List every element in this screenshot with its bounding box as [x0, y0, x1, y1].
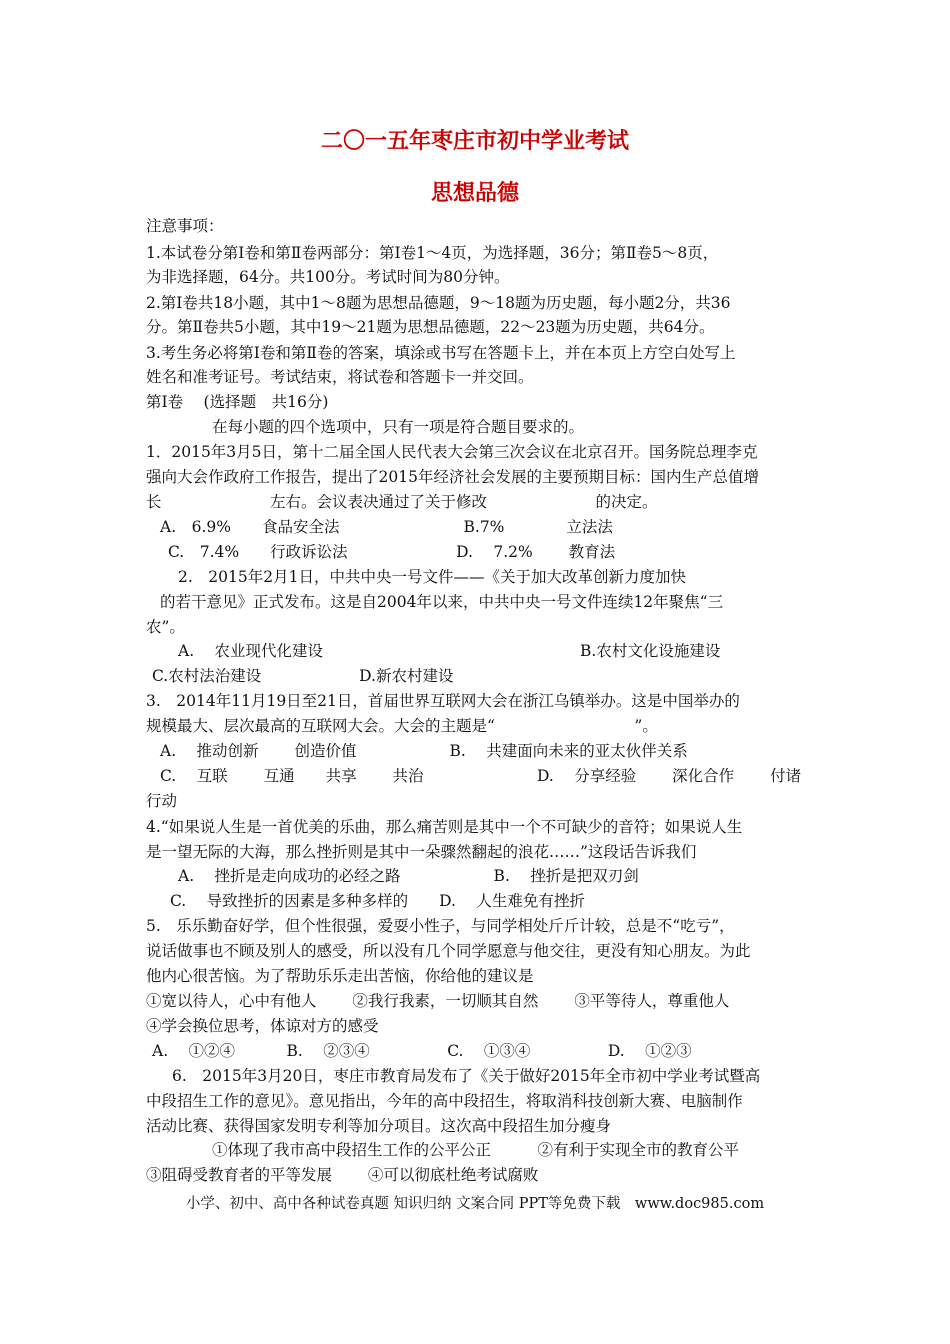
notes-line: 姓名和准考证号。考试结束，将试卷和答题卡一并交回。 — [146, 368, 534, 386]
notes-heading: 注意事项： — [146, 217, 224, 235]
question-6-text: 6. 2015年3月20日，枣庄市教育局发布了《关于做好2015年全市初中学业考试暨高 — [172, 1067, 761, 1085]
question-3-text: 规模最大、层次最高的互联网大会。大会的主题是“ ”。 — [146, 717, 658, 735]
question-2-text: 2. 2015年2月1日，中共中央一号文件——《关于加大改革创新力度加快 — [178, 568, 686, 586]
question-1-text: 长 左右。会议表决通过了关于修改 的决定。 — [146, 493, 658, 511]
question-2-options: C.农村法治建设 D.新农村建设 — [152, 667, 454, 685]
question-2-text: 的若干意见》正式发布。这是自2004年以来，中共中央一号文件连续12年聚焦“三 — [160, 593, 724, 611]
question-5-statements: ④学会换位思考，体谅对方的感受 — [146, 1017, 379, 1035]
notes-line: 分。第Ⅱ卷共5小题，其中19～21题为思想品德题，22～23题为历史题，共64分。 — [146, 318, 715, 336]
question-4-text: 是一望无际的大海，那么挫折则是其中一朵骤然翻起的浪花……”这段话告诉我们 — [146, 843, 697, 861]
notes-line: 3.考生务必将第Ⅰ卷和第Ⅱ卷的答案，填涂或书写在答题卡上，并在本页上方空白处写上 — [146, 344, 736, 362]
question-5-text: 说话做事也不顾及别人的感受，所以没有几个同学愿意与他交往，更没有知心朋友。为此 — [146, 942, 751, 960]
question-4-options: C. 导致挫折的因素是多种多样的 D. 人生难免有挫折 — [170, 892, 585, 910]
question-3-text: 3. 2014年11月19日至21日，首届世界互联网大会在浙江乌镇举办。这是中国举办的 — [146, 692, 740, 710]
subject-title: 思想品德 — [430, 181, 519, 206]
section-instruction: 在每小题的四个选项中，只有一项是符合题目要求的。 — [212, 418, 585, 436]
question-6-text: 活动比赛、获得国家发明专利等加分项目。这次高中段招生加分瘦身 — [146, 1117, 612, 1135]
question-5-text: 5. 乐乐勤奋好学，但个性很强，爱耍小性子，与同学相处斤斤计较，总是不“吃亏”， — [146, 917, 735, 935]
section-title: 第Ⅰ卷 (选择题 共16分) — [146, 393, 329, 411]
question-4-text: 4.“如果说人生是一首优美的乐曲，那么痛苦则是其中一个不可缺少的音符；如果说人生 — [146, 818, 743, 836]
exam-title: 二〇一五年枣庄市初中学业考试 — [320, 129, 629, 154]
question-1-text: 强向大会作政府工作报告，提出了2015年经济社会发展的主要预期目标：国内生产总值增 — [146, 468, 759, 486]
notes-line: 2.第Ⅰ卷共18小题，其中1～8题为思想品德题，9～18题为历史题，每小题2分，共36 — [146, 294, 731, 312]
question-3-option-d: D. 分享经验 深化合作 付诸 — [537, 767, 802, 785]
question-4-options: A. 挫折是走向成功的必经之路 B. 挫折是把双刃剑 — [178, 867, 639, 885]
question-1-text: 1．2015年3月5日，第十二届全国人民代表大会第三次会议在北京召开。国务院总理李克 — [146, 443, 758, 461]
question-1-options: A. 6.9% 食品安全法 B.7% 立法法 — [160, 518, 613, 536]
question-2-option-b: B.农村文化设施建设 — [580, 642, 721, 660]
question-1-options: C. 7.4% 行政诉讼法 D. 7.2% 教育法 — [168, 543, 616, 561]
question-5-options: A. ①②④ B. ②③④ C. ①③④ D. ①②③ — [152, 1042, 692, 1060]
notes-line: 1.本试卷分第Ⅰ卷和第Ⅱ卷两部分：第Ⅰ卷1～4页，为选择题，36分；第Ⅱ卷5～8页， — [146, 244, 719, 262]
question-5-text: 他内心很苦恼。为了帮助乐乐走出苦恼，你给他的建议是 — [146, 967, 534, 985]
question-3-options: A. 推动创新 创造价值 B. 共建面向未来的亚太伙伴关系 — [160, 742, 688, 760]
question-2-text: 农”。 — [146, 618, 185, 636]
notes-line: 为非选择题，64分。共100分。考试时间为80分钟。 — [146, 268, 510, 286]
question-6-statements: ③阻碍受教育者的平等发展 ④可以彻底杜绝考试腐败 — [146, 1166, 539, 1184]
question-2-option-a: A. 农业现代化建设 — [178, 642, 324, 660]
question-3-option-c: C. 互联 互通 共享 共治 — [160, 767, 424, 785]
question-5-statements: ①宽以待人，心中有他人 ②我行我素，一切顺其自然 ③平等待人，尊重他人 — [146, 992, 730, 1010]
footer-text: 小学、初中、高中各种试卷真题 知识归纳 文案合同 PPT等免费下载 www.doc985.com — [185, 1196, 765, 1212]
question-3-text: 行动 — [146, 792, 178, 810]
question-6-text: 中段招生工作的意见》。意见指出，今年的高中段招生，将取消科技创新大赛、电脑制作 — [146, 1092, 743, 1110]
question-6-statements: ①体现了我市高中段招生工作的公平公正 ②有利于实现全市的教育公平 — [212, 1141, 740, 1159]
